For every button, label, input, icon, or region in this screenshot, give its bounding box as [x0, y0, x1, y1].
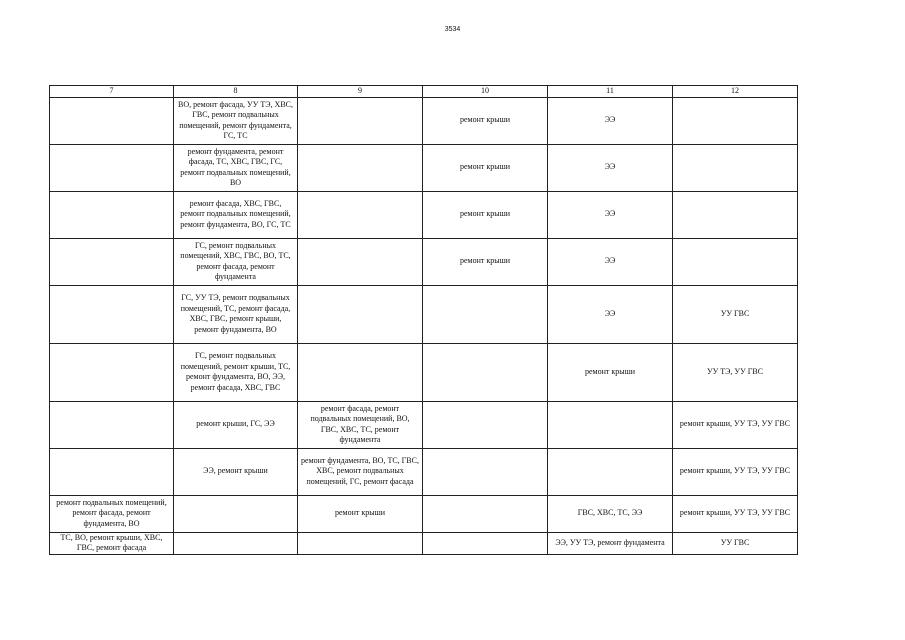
table-row — [50, 343, 798, 401]
table-row — [50, 97, 798, 144]
table-cell: ремонт крыши — [548, 343, 673, 401]
column-header: 7 — [50, 86, 174, 98]
table-cell: ТС, ВО, ремонт крыши, ХВС, ГВС, ремонт фасада — [50, 532, 174, 554]
table-cell — [174, 495, 298, 532]
table-cell: ремонт крыши, УУ ТЭ, УУ ГВС — [673, 448, 798, 495]
table-cell — [423, 343, 548, 401]
column-header: 11 — [548, 86, 673, 98]
table-cell: ЭЭ, УУ ТЭ, ремонт фундамента — [548, 532, 673, 554]
table-cell: ремонт крыши — [423, 144, 548, 191]
table-cell: ЭЭ — [548, 97, 673, 144]
table-cell — [423, 401, 548, 448]
table-cell: ремонт крыши, УУ ТЭ, УУ ГВС — [673, 401, 798, 448]
table-cell: ГС, ремонт подвальных помещений, ХВС, ГВС, ВО, ТС, ремонт фасада, ремонт фундамента — [174, 238, 298, 285]
table-cell — [673, 191, 798, 238]
table-cell: ГВС, ХВС, ТС, ЭЭ — [548, 495, 673, 532]
table-row — [50, 495, 798, 532]
table-cell: УУ ТЭ, УУ ГВС — [673, 343, 798, 401]
table-row — [50, 191, 798, 238]
table-cell — [423, 532, 548, 554]
table-cell — [50, 144, 174, 191]
table-cell: ГС, ремонт подвальных помещений, ремонт крыши, ТС, ремонт фундамента, ВО, ЭЭ, ремонт фасада, ХВС, ГВС — [174, 343, 298, 401]
table-cell — [423, 285, 548, 343]
table-cell — [50, 97, 174, 144]
table-cell — [673, 238, 798, 285]
column-header: 9 — [298, 86, 423, 98]
table-cell: УУ ГВС — [673, 285, 798, 343]
table-header-row — [50, 86, 798, 98]
table-cell — [423, 495, 548, 532]
table-cell — [548, 401, 673, 448]
table-cell — [423, 448, 548, 495]
table-cell: ремонт крыши — [298, 495, 423, 532]
table-cell — [50, 343, 174, 401]
page-number: 3534 — [444, 26, 461, 33]
table-cell: ЭЭ, ремонт крыши — [174, 448, 298, 495]
column-header: 8 — [174, 86, 298, 98]
schedule-table — [49, 85, 798, 555]
table-cell: ремонт фасада, ремонт подвальных помещений, ВО, ГВС, ХВС, ТС, ремонт фундамента — [298, 401, 423, 448]
table-row — [50, 448, 798, 495]
table-cell — [50, 401, 174, 448]
table-cell: ЭЭ — [548, 191, 673, 238]
table-row — [50, 285, 798, 343]
table-cell: ремонт крыши — [423, 238, 548, 285]
table-cell: ВО, ремонт фасада, УУ ТЭ, ХВС, ГВС, ремонт подвальных помещений, ремонт фундамента, ГС, ТС — [174, 97, 298, 144]
table-cell: ремонт крыши, УУ ТЭ, УУ ГВС — [673, 495, 798, 532]
table-cell: ремонт подвальных помещений, ремонт фасада, ремонт фундамента, ВО — [50, 495, 174, 532]
table-cell — [50, 285, 174, 343]
table-cell: ЭЭ — [548, 238, 673, 285]
table-cell — [298, 144, 423, 191]
table-cell: ЭЭ — [548, 144, 673, 191]
table-cell — [673, 97, 798, 144]
table-cell: ГС, УУ ТЭ, ремонт подвальных помещений, ТС, ремонт фасада, ХВС, ГВС, ремонт крыши, ремонт фундамента, ВО — [174, 285, 298, 343]
table-cell — [174, 532, 298, 554]
table-cell — [50, 191, 174, 238]
table-cell: УУ ГВС — [673, 532, 798, 554]
column-header: 10 — [423, 86, 548, 98]
table-row — [50, 532, 798, 554]
table-row — [50, 401, 798, 448]
table-cell — [298, 191, 423, 238]
table-cell — [298, 285, 423, 343]
table-cell: ЭЭ — [548, 285, 673, 343]
table-cell — [298, 238, 423, 285]
table-cell — [298, 343, 423, 401]
table-cell: ремонт фасада, ХВС, ГВС, ремонт подвальных помещений, ремонт фундамента, ВО, ГС, ТС — [174, 191, 298, 238]
table-cell: ремонт фундамента, ремонт фасада, ТС, ХВС, ГВС, ГС, ремонт подвальных помещений, ВО — [174, 144, 298, 191]
table-cell — [548, 448, 673, 495]
column-header: 12 — [673, 86, 798, 98]
table-cell: ремонт фундамента, ВО, ТС, ГВС, ХВС, ремонт подвальных помещений, ГС, ремонт фасада — [298, 448, 423, 495]
table-cell — [50, 238, 174, 285]
table-cell: ремонт крыши — [423, 191, 548, 238]
table-cell — [673, 144, 798, 191]
table-cell: ремонт крыши — [423, 97, 548, 144]
table-cell: ремонт крыши, ГС, ЭЭ — [174, 401, 298, 448]
table-row — [50, 238, 798, 285]
table-cell — [298, 532, 423, 554]
table-cell — [50, 448, 174, 495]
table-row — [50, 144, 798, 191]
table-cell — [298, 97, 423, 144]
